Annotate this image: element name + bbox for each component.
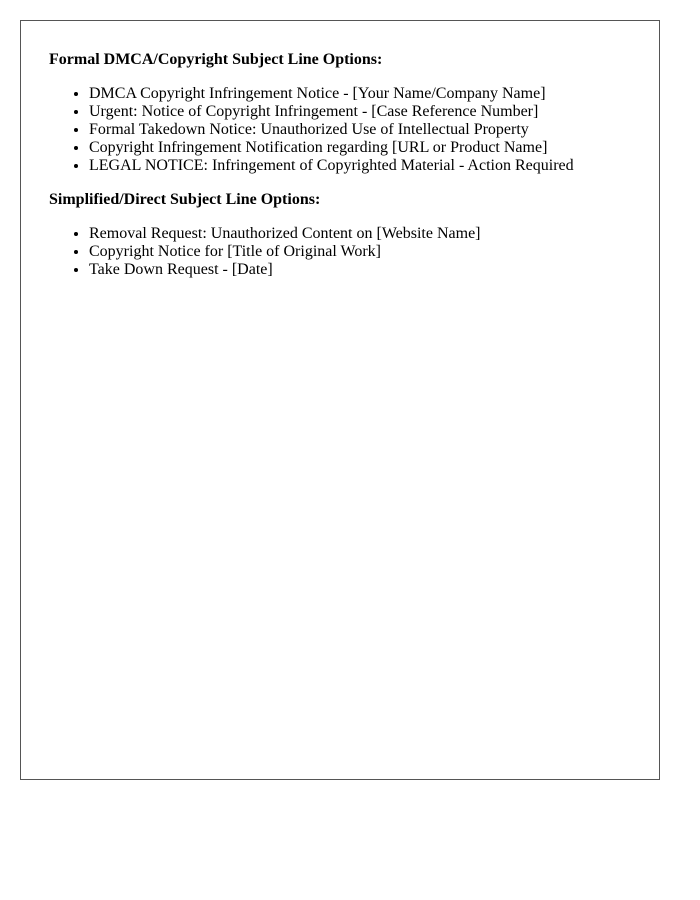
document-content xyxy=(21,21,659,279)
list-item: • Removal Request: Unauthorized Content on [Website Name] xyxy=(89,225,631,243)
list-item: • DMCA Copyright Infringement Notice - [Your Name/Company Name] xyxy=(89,85,631,103)
list-item: • Urgent: Notice of Copyright Infringement - [Case Reference Number] xyxy=(89,103,631,121)
simplified-subject-line-list xyxy=(49,225,631,279)
formal-subject-line-list xyxy=(49,85,631,175)
section-heading-simplified: Simplified/Direct Subject Line Options: xyxy=(49,191,321,208)
list-item: • Copyright Notice for [Title of Original Work] xyxy=(89,243,631,261)
document-page xyxy=(20,20,660,780)
list-item: • Copyright Infringement Notification regarding [URL or Product Name] xyxy=(89,139,631,157)
section-heading-formal: Formal DMCA/Copyright Subject Line Options: xyxy=(49,51,383,68)
list-item: • Formal Takedown Notice: Unauthorized Use of Intellectual Property xyxy=(89,121,631,139)
list-item: • Take Down Request - [Date] xyxy=(89,261,631,279)
list-item: • LEGAL NOTICE: Infringement of Copyrighted Material - Action Required xyxy=(89,157,631,175)
